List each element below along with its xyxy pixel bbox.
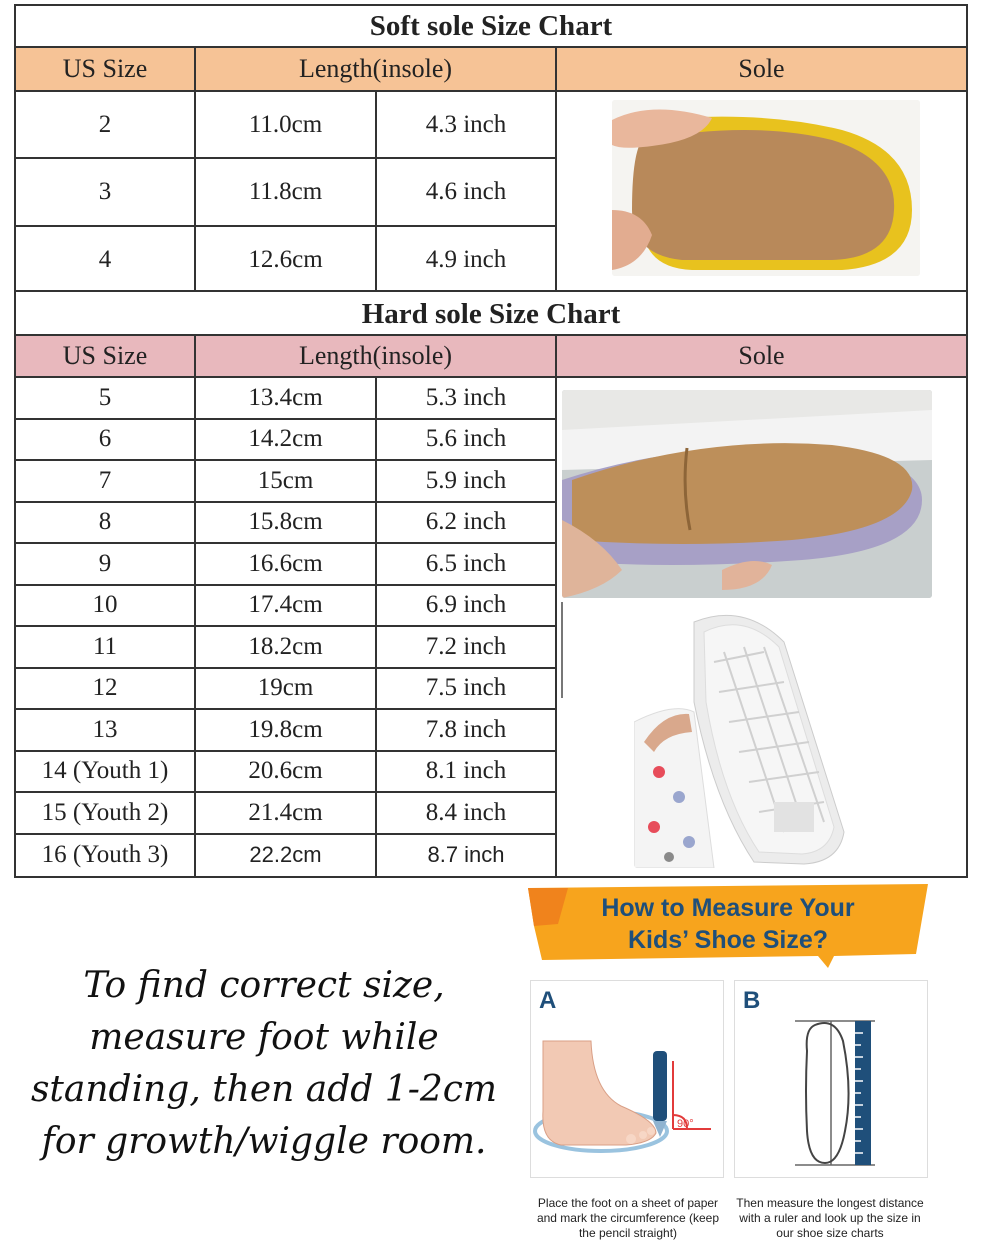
length-cm-cell: 13.4cm bbox=[196, 378, 377, 418]
hard-chart-header bbox=[16, 336, 966, 378]
us-size-cell: 15 (Youth 2) bbox=[16, 793, 196, 833]
length-cm-cell: 19.8cm bbox=[196, 710, 377, 750]
length-cm-cell: 17.4cm bbox=[196, 586, 377, 626]
foot-tracing-illustration bbox=[531, 981, 725, 1179]
length-cm-cell: 14.2cm bbox=[196, 420, 377, 460]
banner-line-1: How to Measure Your bbox=[601, 894, 855, 922]
us-size-cell: 2 bbox=[16, 92, 196, 157]
us-size-cell: 14 (Youth 1) bbox=[16, 752, 196, 792]
soft-chart-title: Soft sole Size Chart bbox=[16, 6, 966, 48]
length-inch-cell: 7.8 inch bbox=[377, 710, 557, 750]
length-cm-cell: 16.6cm bbox=[196, 544, 377, 584]
soft-sole-photo bbox=[612, 100, 920, 276]
length-inch-cell: 4.9 inch bbox=[377, 227, 557, 292]
table-row bbox=[16, 159, 557, 227]
length-inch-cell: 4.3 inch bbox=[377, 92, 557, 157]
table-row bbox=[16, 627, 557, 669]
hard-sole-photo-sneaker bbox=[634, 602, 856, 868]
length-inch-cell: 7.5 inch bbox=[377, 669, 557, 709]
caption-b: Then measure the longest distance with a ruler and look up the size in our shoe size charts bbox=[736, 1196, 924, 1240]
table-row bbox=[16, 378, 557, 420]
length-cm-cell: 15cm bbox=[196, 461, 377, 501]
hard-sole-size-chart bbox=[14, 292, 968, 878]
table-row bbox=[16, 586, 557, 628]
table-row bbox=[16, 544, 557, 586]
header-length: Length(insole) bbox=[196, 48, 557, 90]
length-cm-cell: 15.8cm bbox=[196, 503, 377, 543]
us-size-cell: 6 bbox=[16, 420, 196, 460]
banner-line-2: Kids’ Shoe Size? bbox=[627, 926, 829, 954]
measure-panel-a bbox=[530, 980, 724, 1178]
angle-label: 90° bbox=[677, 1118, 694, 1130]
length-inch-cell: 4.6 inch bbox=[377, 159, 557, 225]
length-inch-cell: 5.6 inch bbox=[377, 420, 557, 460]
length-cm-cell: 19cm bbox=[196, 669, 377, 709]
banner-text bbox=[528, 892, 928, 956]
table-row bbox=[16, 793, 557, 835]
length-inch-cell: 6.2 inch bbox=[377, 503, 557, 543]
length-inch-cell: 8.4 inch bbox=[377, 793, 557, 833]
soft-sole-size-chart bbox=[14, 4, 968, 292]
table-row bbox=[16, 752, 557, 794]
caption-a: Place the foot on a sheet of paper and mark the circumference (keep the pencil straight) bbox=[536, 1196, 720, 1240]
length-inch-cell: 7.2 inch bbox=[377, 627, 557, 667]
soft-chart-header bbox=[16, 48, 966, 92]
ruler-measure-illustration bbox=[735, 981, 929, 1179]
us-size-cell: 13 bbox=[16, 710, 196, 750]
header-sole: Sole bbox=[738, 54, 785, 83]
header-us-size: US Size bbox=[16, 48, 196, 90]
table-row bbox=[16, 503, 557, 545]
measure-guide-banner bbox=[528, 884, 928, 968]
header-us-size: US Size bbox=[16, 336, 196, 376]
length-inch-cell: 8.1 inch bbox=[377, 752, 557, 792]
table-row bbox=[16, 420, 557, 462]
us-size-cell: 16 (Youth 3) bbox=[16, 835, 196, 876]
sizing-note: To find correct size, measure foot while standing, then add 1-2cm for growth/wiggle room. bbox=[30, 965, 498, 1162]
table-row bbox=[16, 92, 557, 159]
length-cm-cell: 18.2cm bbox=[196, 627, 377, 667]
us-size-cell: 12 bbox=[16, 669, 196, 709]
length-inch-cell: 5.3 inch bbox=[377, 378, 557, 418]
table-row bbox=[16, 227, 557, 292]
length-inch-cell: 6.5 inch bbox=[377, 544, 557, 584]
measure-panel-b bbox=[734, 980, 928, 1178]
us-size-cell: 7 bbox=[16, 461, 196, 501]
length-cm-cell: 11.8cm bbox=[196, 159, 377, 225]
table-row bbox=[16, 835, 557, 876]
panel-a-label: A bbox=[539, 987, 557, 1014]
length-inch-cell: 5.9 inch bbox=[377, 461, 557, 501]
length-inch-cell: 6.9 inch bbox=[377, 586, 557, 626]
photo-divider bbox=[561, 602, 563, 698]
hard-chart-title: Hard sole Size Chart bbox=[16, 292, 966, 336]
header-length: Length(insole) bbox=[196, 336, 557, 376]
length-cm-cell: 11.0cm bbox=[196, 92, 377, 157]
soft-chart-rows bbox=[16, 92, 557, 292]
length-cm-cell: 21.4cm bbox=[196, 793, 377, 833]
table-row bbox=[16, 461, 557, 503]
length-cm-cell: 22.2cm bbox=[196, 835, 377, 876]
length-cm-cell: 20.6cm bbox=[196, 752, 377, 792]
table-row bbox=[16, 669, 557, 711]
us-size-cell: 10 bbox=[16, 586, 196, 626]
hard-chart-rows bbox=[16, 378, 557, 876]
us-size-cell: 5 bbox=[16, 378, 196, 418]
length-inch-cell: 8.7 inch bbox=[377, 835, 557, 876]
length-cm-cell: 12.6cm bbox=[196, 227, 377, 292]
hard-sole-photo-leather bbox=[562, 390, 932, 598]
table-row bbox=[16, 710, 557, 752]
us-size-cell: 4 bbox=[16, 227, 196, 292]
header-sole: Sole bbox=[738, 341, 785, 370]
us-size-cell: 3 bbox=[16, 159, 196, 225]
us-size-cell: 9 bbox=[16, 544, 196, 584]
us-size-cell: 8 bbox=[16, 503, 196, 543]
us-size-cell: 11 bbox=[16, 627, 196, 667]
panel-b-label: B bbox=[743, 987, 761, 1014]
